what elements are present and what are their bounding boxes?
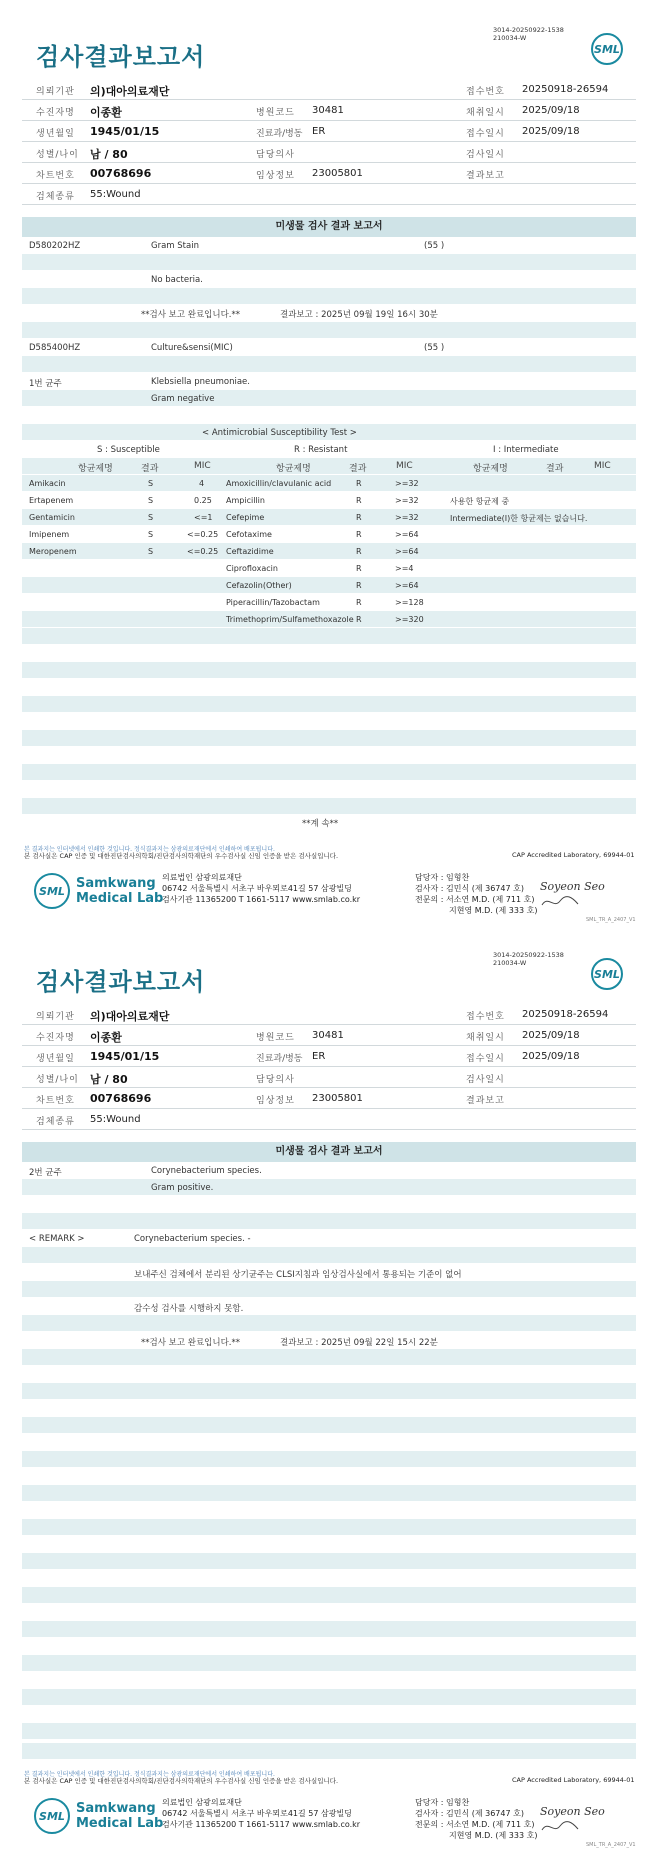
drug-result: S — [148, 479, 154, 488]
drug-result: R — [356, 496, 362, 505]
test-name: Culture&sensi(MIC) — [151, 343, 233, 353]
drug-result: S — [148, 496, 154, 505]
info-row: 생년월일 1945/01/15 진료과/병동 ER 접수일시 2025/09/18 — [22, 122, 636, 142]
drug-result: R — [356, 513, 362, 522]
report-page-2 — [0, 925, 655, 1850]
drug-name: Ertapenem — [29, 496, 74, 505]
test-name: Gram Stain — [151, 241, 199, 251]
doc-id: 3014-20250922-1538 210034-W — [493, 951, 564, 967]
drug-mic: >=128 — [395, 598, 424, 607]
info-row: 검체종류 55:Wound — [22, 185, 636, 205]
info-row: 의뢰기관 의)대아의료재단 접수번호 20250918-26594 — [22, 1005, 636, 1025]
doc-id: 3014-20250922-1538 210034-W — [493, 26, 564, 42]
test-specimen-no: (55 ) — [424, 343, 445, 353]
staff-info: 담당자 : 임형찬 검사자 : 김민식 (제 36747 호) 전문의 : 서소연 M.D. (제 711 호) 지현영 M.D. (제 333 호) — [415, 1798, 538, 1840]
drug-name: Cefepime — [226, 513, 265, 522]
info-row: 성별/나이 남 / 80 담당의사 검사일시 — [22, 1068, 636, 1088]
test-specimen-no: (55 ) — [424, 241, 445, 251]
drug-name: Gentamicin — [29, 513, 75, 522]
info-row: 차트번호 00768696 임상정보 23005801 결과보고 — [22, 164, 636, 184]
remark-text: Corynebacterium species. - — [134, 1234, 251, 1244]
col-header-mic: MIC — [194, 461, 211, 471]
legend-intermediate: I : Intermediate — [493, 445, 559, 455]
organism-label: 2번 균주 — [29, 1168, 62, 1178]
drug-result: R — [356, 598, 362, 607]
drug-name: Ciprofloxacin — [226, 564, 278, 573]
col-header-mic: MIC — [396, 461, 413, 471]
test-code: D580202HZ — [29, 241, 81, 251]
signature-scribble-icon — [540, 895, 580, 909]
info-row: 검체종류 55:Wound — [22, 1110, 636, 1130]
drug-result: R — [356, 547, 362, 556]
organism-gram: Gram negative — [151, 394, 215, 404]
cap-accreditation: CAP Accredited Laboratory, 69944-01 — [512, 1776, 635, 1784]
drug-result: S — [148, 547, 154, 556]
footer-notice: 본 결과지는 인터넷에서 인쇄한 것입니다. 정식결과지는 삼광의료재단에서 인쇄하여 배포됩니다. — [24, 1771, 275, 1778]
drug-mic: 0.25 — [194, 496, 212, 505]
report-time: 결과보고 : 2025년 09월 22일 15시 22분 — [280, 1338, 438, 1348]
drug-name: Cefotaxime — [226, 530, 272, 539]
info-row: 수진자명 이종환 병원코드 30481 채취일시 2025/09/18 — [22, 101, 636, 121]
drug-mic: >=32 — [395, 479, 419, 488]
done-text: **검사 보고 완료입니다.** — [141, 1338, 241, 1348]
cap-accreditation: CAP Accredited Laboratory, 69944-01 — [512, 851, 635, 859]
drug-result: S — [148, 530, 154, 539]
footer-notice: 본 결과지는 인터넷에서 인쇄한 것입니다. 정식결과지는 삼광의료재단에서 인쇄하여 배포됩니다. — [24, 846, 275, 853]
drug-mic: 4 — [199, 479, 205, 488]
remark-label: < REMARK > — [29, 1234, 85, 1244]
footer-notice: 본 검사실은 CAP 인증 및 대한진단검사의학회/진단검사의학재단의 우수검사실 신임 인증을 받은 검사실입니다. — [24, 852, 339, 860]
drug-name: Cefazolin(Other) — [226, 581, 292, 590]
section-title: 미생물 검사 결과 보고서 — [22, 217, 636, 237]
drug-result: S — [148, 513, 154, 522]
info-row: 차트번호 00768696 임상정보 23005801 결과보고 — [22, 1089, 636, 1109]
info-row: 생년월일 1945/01/15 진료과/병동 ER 접수일시 2025/09/18 — [22, 1047, 636, 1067]
continued-text: **계 속** — [302, 819, 339, 829]
done-text: **검사 보고 완료입니다.** — [141, 310, 241, 320]
legend-susceptible: S : Susceptible — [97, 445, 160, 455]
organism-name: Klebsiella pneumoniae. — [151, 377, 250, 387]
drug-mic: <=0.25 — [187, 547, 219, 556]
organism-name: Corynebacterium species. — [151, 1166, 262, 1176]
info-row: 의뢰기관 의)대아의료재단 접수번호 20250918-26594 — [22, 80, 636, 100]
intermediate-note: 사용한 항균제 중 — [450, 497, 510, 506]
signature: Soyeon Seo — [540, 1805, 605, 1818]
page-title: 검사결과보고서 — [36, 43, 206, 71]
brand-name: Samkwang Medical Lab — [76, 876, 164, 906]
drug-name: Ampicillin — [226, 496, 265, 505]
drug-mic: >=64 — [395, 530, 419, 539]
drug-result: R — [356, 530, 362, 539]
lab-info: 의료법인 삼광의료재단 06742 서울특별시 서초구 바우뫼로41길 57 삼광빌딩 검사기관 11365200 T 1661-5117 www.smlab.co.kr — [162, 873, 361, 904]
sml-logo-icon: SML — [591, 33, 623, 65]
signature: Soyeon Seo — [540, 880, 605, 893]
form-version: SML_TR_A_2407_V1 — [586, 1842, 636, 1848]
drug-name: Amikacin — [29, 479, 66, 488]
col-header-drug: 항균제명 — [473, 464, 508, 474]
form-version: SML_TR_A_2407_V1 — [586, 917, 636, 923]
drug-name: Amoxicillin/clavulanic acid — [226, 479, 332, 488]
report-time: 결과보고 : 2025년 09월 19일 16시 30분 — [280, 310, 438, 320]
drug-mic: <=1 — [194, 513, 213, 522]
organism-gram: Gram positive. — [151, 1183, 214, 1193]
drug-name: Trimethoprim/Sulfamethoxazole — [226, 615, 354, 624]
lab-info: 의료법인 삼광의료재단 06742 서울특별시 서초구 바우뫼로41길 57 삼광빌딩 검사기관 11365200 T 1661-5117 www.smlab.co.kr — [162, 1798, 361, 1829]
info-row: 수진자명 이종환 병원코드 30481 채취일시 2025/09/18 — [22, 1026, 636, 1046]
remark-text: 보내주신 검체에서 분리된 상기균주는 CLSI지침과 임상검사실에서 통용되는 기준이 없어 — [134, 1270, 462, 1280]
drug-mic: <=0.25 — [187, 530, 219, 539]
col-header-drug: 항균제명 — [276, 464, 311, 474]
drug-name: Meropenem — [29, 547, 77, 556]
test-code: D585400HZ — [29, 343, 81, 353]
sml-logo-icon: SML — [34, 1798, 70, 1834]
sml-logo-icon: SML — [34, 873, 70, 909]
drug-result: R — [356, 615, 362, 624]
col-header-result: 결과 — [141, 464, 159, 474]
sml-logo-icon: SML — [591, 958, 623, 990]
drug-mic: >=64 — [395, 547, 419, 556]
drug-mic: >=32 — [395, 496, 419, 505]
section-title: 미생물 검사 결과 보고서 — [22, 1142, 636, 1162]
page-title: 검사결과보고서 — [36, 968, 206, 996]
drug-mic: >=4 — [395, 564, 414, 573]
drug-name: Ceftazidime — [226, 547, 274, 556]
intermediate-note: Intermediate(I)한 항균제는 없습니다. — [450, 514, 588, 523]
test-result: No bacteria. — [151, 275, 203, 285]
col-header-result: 결과 — [349, 464, 367, 474]
signature-scribble-icon — [540, 1820, 580, 1834]
col-header-result: 결과 — [546, 464, 564, 474]
drug-mic: >=64 — [395, 581, 419, 590]
drug-result: R — [356, 479, 362, 488]
organism-label: 1번 균주 — [29, 379, 62, 389]
legend-resistant: R : Resistant — [294, 445, 348, 455]
drug-name: Piperacillin/Tazobactam — [226, 598, 320, 607]
drug-result: R — [356, 581, 362, 590]
staff-info: 담당자 : 임형찬 검사자 : 김민식 (제 36747 호) 전문의 : 서소연 M.D. (제 711 호) 지현영 M.D. (제 333 호) — [415, 873, 538, 915]
ast-title: < Antimicrobial Susceptibility Test > — [202, 428, 357, 438]
drug-result: R — [356, 564, 362, 573]
remark-text: 감수성 검사를 시행하지 못함. — [134, 1304, 244, 1314]
col-header-drug: 항균제명 — [78, 464, 113, 474]
info-row: 성별/나이 남 / 80 담당의사 검사일시 — [22, 143, 636, 163]
drug-mic: >=32 — [395, 513, 419, 522]
col-header-mic: MIC — [594, 461, 611, 471]
brand-name: Samkwang Medical Lab — [76, 1801, 164, 1831]
drug-mic: >=320 — [395, 615, 424, 624]
drug-name: Imipenem — [29, 530, 70, 539]
footer-notice: 본 검사실은 CAP 인증 및 대한진단검사의학회/진단검사의학재단의 우수검사실 신임 인증을 받은 검사실입니다. — [24, 1777, 339, 1785]
